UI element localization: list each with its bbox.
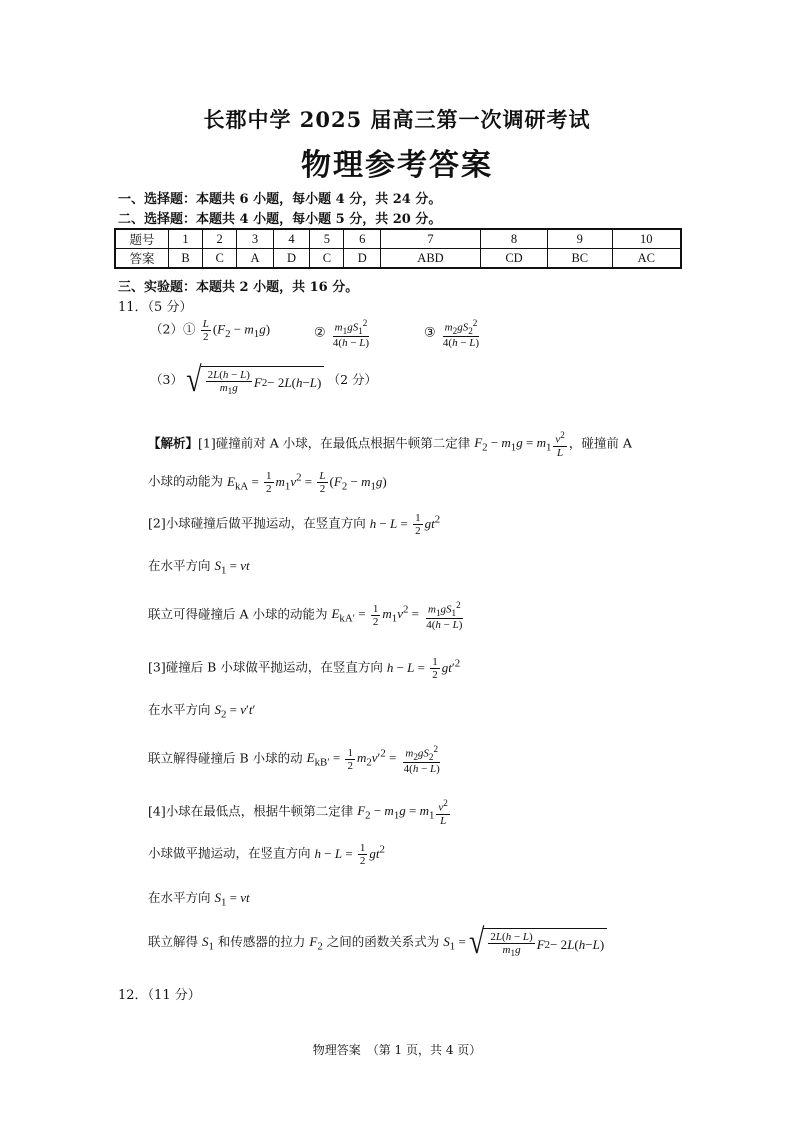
q11-part2-circle-3: ③ bbox=[424, 324, 436, 340]
solution-text: [4]小球在最低点，根据牛顿第二定律 bbox=[148, 803, 354, 819]
solution-text: [1]碰撞前对 A 小球，在最低点根据牛顿第二定律 bbox=[198, 435, 471, 451]
section-2-heading: 二、选择题：本题共 4 小题，每小题 5 分，共 20 分。 bbox=[118, 212, 442, 227]
solution-line-7: 在水平方向 $S_2 = v't'$ bbox=[148, 702, 256, 721]
solution-text: 联立可得碰撞后 A 小球的动能为 bbox=[148, 606, 328, 622]
q11-part2-label: （2）① bbox=[150, 321, 196, 337]
solution-text: 联立解得 bbox=[148, 934, 199, 950]
solution-line-9: [4]小球在最低点，根据牛顿第二定律 $F_2 - m_1g = m_1$ $\frac{v^2}{L}$ bbox=[148, 798, 448, 827]
answer-table-number-row bbox=[115, 229, 681, 249]
table-cell-number: 9 bbox=[548, 229, 613, 249]
q11-part2-circle-2: ② bbox=[314, 324, 326, 340]
solution-line-6: [3]碰撞后 B 小球做平抛运动，在竖直方向 h − L = $\frac{1}{2}$ $gt'^2$ bbox=[148, 656, 461, 682]
table-cell-answer: C bbox=[203, 249, 237, 269]
solution-text: 在水平方向 bbox=[148, 558, 211, 573]
solution-line-10: 小球做平抛运动，在竖直方向 h − L = $\frac{1}{2}$ $gt^2$ bbox=[148, 842, 385, 868]
section-3-heading: 三、实验题：本题共 2 小题，共 16 分。 bbox=[118, 280, 359, 295]
table-cell-answer: D bbox=[344, 249, 381, 269]
solution-text: 和传感器的拉力 bbox=[217, 934, 306, 950]
table-cell-answer: A bbox=[237, 249, 274, 269]
solution-text: 联立解得碰撞后 B 小球的动 bbox=[148, 750, 303, 766]
q11-part3-label: （3） bbox=[150, 372, 183, 388]
solution-text: [2]小球碰撞后做平抛运动，在竖直方向 bbox=[148, 515, 366, 531]
solution-tag: 【解析】 bbox=[148, 435, 199, 451]
q11-part3-answer: （3） √ $\frac{2L(h - L)}{m_1g}$ F 2 − 2 L ( h − L ) （2 分） bbox=[150, 361, 378, 400]
solution-text: 之间的函数关系式为 bbox=[326, 934, 440, 950]
table-cell-number: 3 bbox=[237, 229, 274, 249]
table-cell-number: 2 bbox=[203, 229, 237, 249]
answer-table bbox=[114, 228, 682, 269]
table-label-number: 题号 bbox=[115, 229, 169, 249]
answer-table-answer-row bbox=[115, 249, 681, 269]
solution-text: 小球的动能为 bbox=[148, 473, 224, 489]
table-cell-answer: CD bbox=[481, 249, 548, 269]
table-cell-answer: ABD bbox=[381, 249, 481, 269]
table-cell-number: 6 bbox=[344, 229, 381, 249]
solution-line-2: 小球的动能为 $E_{kA}$ = $\frac{1}{2}$ $m_1v^2$ = $\frac{L}{2}$ $(F_2 - m_1g)$ bbox=[148, 470, 387, 496]
solution-text: 在水平方向 bbox=[148, 702, 211, 717]
page-footer: 物理答案 （第 1 页，共 4 页） bbox=[312, 1043, 482, 1057]
q11-part2-answer-1: （2）① $\frac{L}{2}$ $(F_2 - m_1g)$ bbox=[150, 318, 271, 344]
q11-part3-points: （2 分） bbox=[327, 372, 378, 388]
solution-line-8: 联立解得碰撞后 B 小球的动 $E_{kB'}$ = $\frac{1}{2}$ $m_2v'^2$ = $\frac{m_2gS_2^2}{4(h - L)}$ bbox=[148, 744, 440, 775]
table-cell-number: 8 bbox=[481, 229, 548, 249]
table-cell-answer: B bbox=[169, 249, 203, 269]
solution-line-3: [2]小球碰撞后做平抛运动，在竖直方向 h − L = $\frac{1}{2}$ $gt^2$ bbox=[148, 512, 441, 538]
q12-heading: 12．（11 分） bbox=[118, 988, 201, 1003]
q11-part2-answer-2: ② $\frac{m_1gS_1^2}{4(h - L)}$ bbox=[314, 318, 370, 349]
subject-title: 物理参考答案 bbox=[301, 148, 493, 183]
table-cell-answer: C bbox=[310, 249, 344, 269]
q11-part2-answer-3: ③ $\frac{m_2gS_2^2}{4(h - L)}$ bbox=[424, 318, 480, 349]
table-cell-answer: AC bbox=[612, 249, 681, 269]
school-title: 长郡中学 2025 届高三第一次调研考试 bbox=[203, 107, 591, 132]
table-cell-number: 4 bbox=[273, 229, 310, 249]
table-cell-number: 7 bbox=[381, 229, 481, 249]
solution-line-1: 【解析】[1]碰撞前对 A 小球，在最低点根据牛顿第二定律 $F_2 - m_1g = m_1$ $\frac{v^2}{L}$ ，碰撞前 A bbox=[148, 430, 632, 459]
table-cell-answer: D bbox=[273, 249, 310, 269]
solution-line-4: 在水平方向 $S_1$ = vt bbox=[148, 558, 250, 577]
solution-line-12: 联立解得 $S_1$ 和传感器的拉力 $F_2$ 之间的函数关系式为 $S_1$ = √ $\frac{2L(h - L)}{m_1g}$ F 2 − 2 L ( h − L ) bbox=[148, 928, 607, 958]
table-cell-number: 1 bbox=[169, 229, 203, 249]
solution-text: [3]碰撞后 B 小球做平抛运动，在竖直方向 bbox=[148, 659, 383, 675]
table-cell-number: 5 bbox=[310, 229, 344, 249]
q11-heading: 11．（5 分） bbox=[118, 300, 193, 315]
table-cell-answer: BC bbox=[548, 249, 613, 269]
solution-text: ，碰撞前 A bbox=[568, 435, 632, 451]
table-cell-number: 10 bbox=[612, 229, 681, 249]
table-label-answer: 答案 bbox=[115, 249, 169, 269]
solution-line-11: 在水平方向 $S_1$ = vt bbox=[148, 890, 250, 909]
section-1-heading: 一、选择题：本题共 6 小题，每小题 4 分，共 24 分。 bbox=[118, 192, 442, 207]
solution-text: 在水平方向 bbox=[148, 890, 211, 905]
solution-line-5: 联立可得碰撞后 A 小球的动能为 $E_{kA'}$ = $\frac{1}{2}$ $m_1v^2$ = $\frac{m_1gS_1^2}{4(h - L)}$ bbox=[148, 600, 463, 631]
solution-text: 小球做平抛运动，在竖直方向 bbox=[148, 845, 311, 861]
